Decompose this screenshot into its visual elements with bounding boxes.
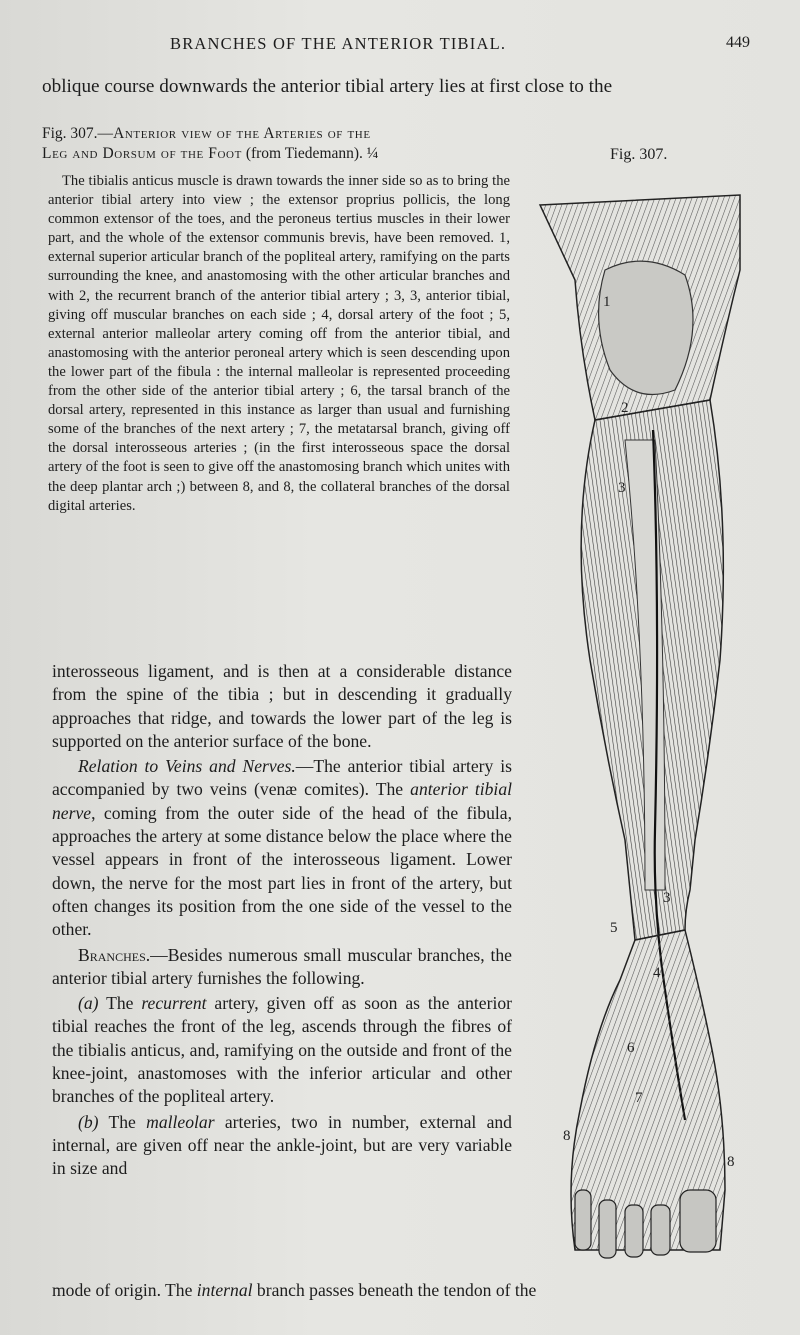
paragraph-recurrent <box>52 992 512 1108</box>
figure-heading-prefix: Fig. 307.— <box>42 125 114 142</box>
relation-text-b: , coming from the outer side of the head of the fibula, approaches the artery at some distance below the place where the vessel appears in front of the interosseous ligament. Lower down, the nerve for the most part lies in front of the artery, but often changes its position from the one side of the vessel to the other. <box>52 802 512 940</box>
last-line <box>52 1280 767 1301</box>
last-line-a: mode of origin. The <box>52 1280 197 1300</box>
figure-caption: The tibialis anticus muscle is drawn towards the inner side so as to bring the anterior tibial artery into view ; the extensor proprius pollicis, the long common extensor of the toes, and the peroneus tertius muscles in their lower part, and the whole of the extensor communis brevis, have been removed. 1, external superior articular branch of the popliteal artery, ramifying on the parts surrounding the knee, and anastomosing with the other articular branches and with 2, the recurrent branch of the anterior tibial artery ; 3, 3, anterior tibial, giving off muscular branches on each side ; 4, dorsal artery of the foot ; 5, external anterior malleolar artery coming off from the anterior tibial, and anastomosing with the anterior peroneal artery which is seen descending upon the lower part of the fibula : the internal malleolar is represented proceeding from the other side of the anterior tibial artery ; 6, the tarsal branch of the dorsal artery, represented in this instance as larger than usual and furnishing some of the branches of the next artery ; 7, the metatarsal branch, giving off the dorsal interosseous arteries ; (in the first interosseous space the dorsal artery of the foot is seen to give off the anastomosing branch which unites with the deep plantar arch ;) between 8, and 8, the collateral branches of the dorsal digital arteries. <box>48 173 510 514</box>
patella-region <box>599 261 693 394</box>
malleolar-italic: malleolar <box>146 1111 215 1132</box>
paragraph-1: interosseous ligament, and is then at a considerable distance from the spine of the tibia ; but in descending it gradually approaches that ridge, and towards the lower part of the leg is supported on the anterior surface of the bone. <box>52 661 512 751</box>
paragraph-malleolar <box>52 1111 512 1181</box>
figure-number-6: 6 <box>627 1040 635 1056</box>
figure-number-3a: 3 <box>618 480 626 496</box>
branches-text: —Besides numerous small muscular branches, the anterior tibial artery furnishes the following. <box>52 944 512 988</box>
figure-number-5: 5 <box>610 920 618 936</box>
recurrent-label: (a) <box>78 993 99 1014</box>
figure-number-2: 2 <box>621 400 629 416</box>
running-head <box>0 34 800 58</box>
figure-heading-source: (from Tiedemann). ¼ <box>241 145 379 162</box>
figure-heading <box>42 124 512 164</box>
lead-line: oblique course downwards the anterior tibial artery lies at first close to the <box>42 76 613 97</box>
recurrent-text-a: The <box>98 993 142 1014</box>
relation-italic: anterior tibial nerve <box>52 779 513 823</box>
running-title: BRANCHES OF THE ANTERIOR TIBIAL. <box>170 34 507 53</box>
figure-number-3b: 3 <box>663 890 671 906</box>
figure-label: Fig. 307. <box>610 146 668 163</box>
malleolar-text-b: arteries, two in number, external and internal, are given off near the ankle-joint, but are very variable in size and <box>52 1111 512 1179</box>
recurrent-italic: recurrent <box>141 993 207 1014</box>
malleolar-text-a: The <box>98 1111 147 1132</box>
paragraph-relation <box>52 755 512 941</box>
malleolar-label: (b) <box>78 1111 99 1132</box>
recurrent-text-b: artery, given off as soon as the anterior tibial reaches the front of the leg, ascends through the fibres of the tibialis anticus, and, ramifying on the outside and front of the knee-joint, anastomoses with the inferior articular and other branches of the popliteal artery. <box>52 993 512 1107</box>
branches-heading: Branches. <box>78 944 151 965</box>
page-number: 449 <box>726 34 750 51</box>
figure-number-7: 7 <box>635 1090 643 1106</box>
figure-heading-title-2: Leg and Dorsum of the Foot <box>42 145 242 162</box>
figure-heading-title-1: Anterior view of the Arteries of the <box>113 125 371 142</box>
relation-text-a: —The anterior tibial artery is accompanied by two veins (venæ comites). The <box>52 756 512 800</box>
last-line-italic: internal <box>196 1280 253 1300</box>
figure-number-8b: 8 <box>727 1154 735 1170</box>
figure-number-4: 4 <box>653 965 661 981</box>
leg-artery-illustration <box>535 190 750 1260</box>
paragraph-branches <box>52 944 512 991</box>
figure-number-1: 1 <box>603 294 611 310</box>
last-line-b: branch passes beneath the tendon of the <box>252 1280 537 1300</box>
relation-heading: Relation to Veins and Nerves. <box>78 756 296 777</box>
body-text <box>52 660 512 1181</box>
figure-number-8a: 8 <box>563 1128 571 1144</box>
